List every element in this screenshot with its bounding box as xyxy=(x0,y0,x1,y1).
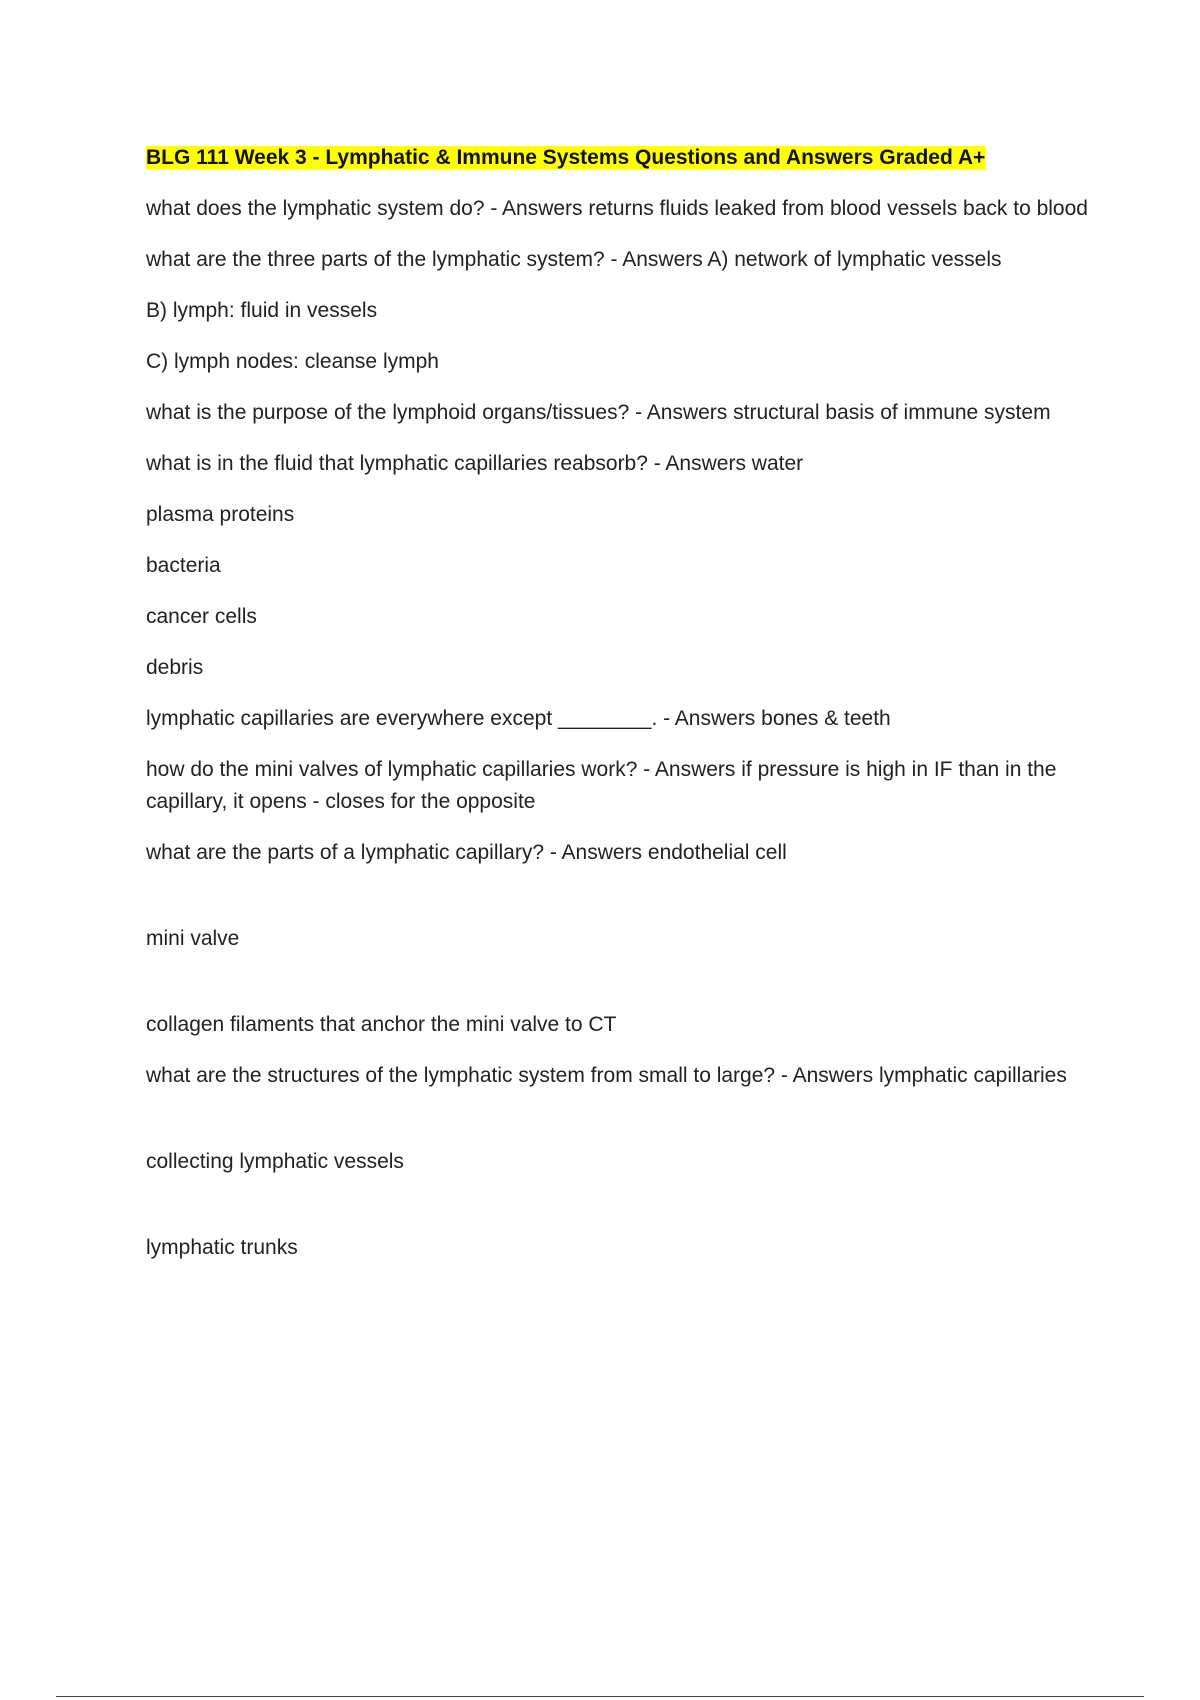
qa-line: what is the purpose of the lymphoid organs/tissues? - Answers structural basis of immune system xyxy=(146,401,1051,424)
qa-line: bacteria xyxy=(146,554,221,577)
qa-line: what are the parts of a lymphatic capillary? - Answers endothelial cell xyxy=(146,841,787,864)
qa-line: mini valve xyxy=(146,927,240,950)
qa-line: cancer cells xyxy=(146,605,257,628)
footer-divider xyxy=(56,1696,1144,1697)
qa-line: collagen filaments that anchor the mini valve to CT xyxy=(146,1013,617,1036)
qa-line: how do the mini valves of lymphatic capillaries work? - Answers if pressure is high in IF than in the capillary, it opens - closes for the opposite xyxy=(146,758,1063,813)
document-body xyxy=(146,143,1096,1283)
qa-line: what does the lymphatic system do? - Answers returns fluids leaked from blood vessels back to blood xyxy=(146,197,1088,220)
qa-line: B) lymph: fluid in vessels xyxy=(146,299,378,322)
qa-line: plasma proteins xyxy=(146,503,295,526)
qa-line: lymphatic capillaries are everywhere except ________. - Answers bones & teeth xyxy=(146,707,891,730)
qa-line: what are the three parts of the lymphatic system? - Answers A) network of lymphatic vessels xyxy=(146,248,1002,271)
qa-line: what are the structures of the lymphatic system from small to large? - Answers lymphatic capillaries xyxy=(146,1064,1067,1087)
qa-line: C) lymph nodes: cleanse lymph xyxy=(146,350,439,373)
qa-line: debris xyxy=(146,656,204,679)
document-title: BLG 111 Week 3 - Lymphatic & Immune Systems Questions and Answers Graded A+ xyxy=(146,146,986,169)
qa-line: what is in the fluid that lymphatic capillaries reabsorb? - Answers water xyxy=(146,452,804,475)
qa-line: lymphatic trunks xyxy=(146,1236,298,1259)
title-row xyxy=(146,143,1096,175)
qa-line: collecting lymphatic vessels xyxy=(146,1150,404,1173)
